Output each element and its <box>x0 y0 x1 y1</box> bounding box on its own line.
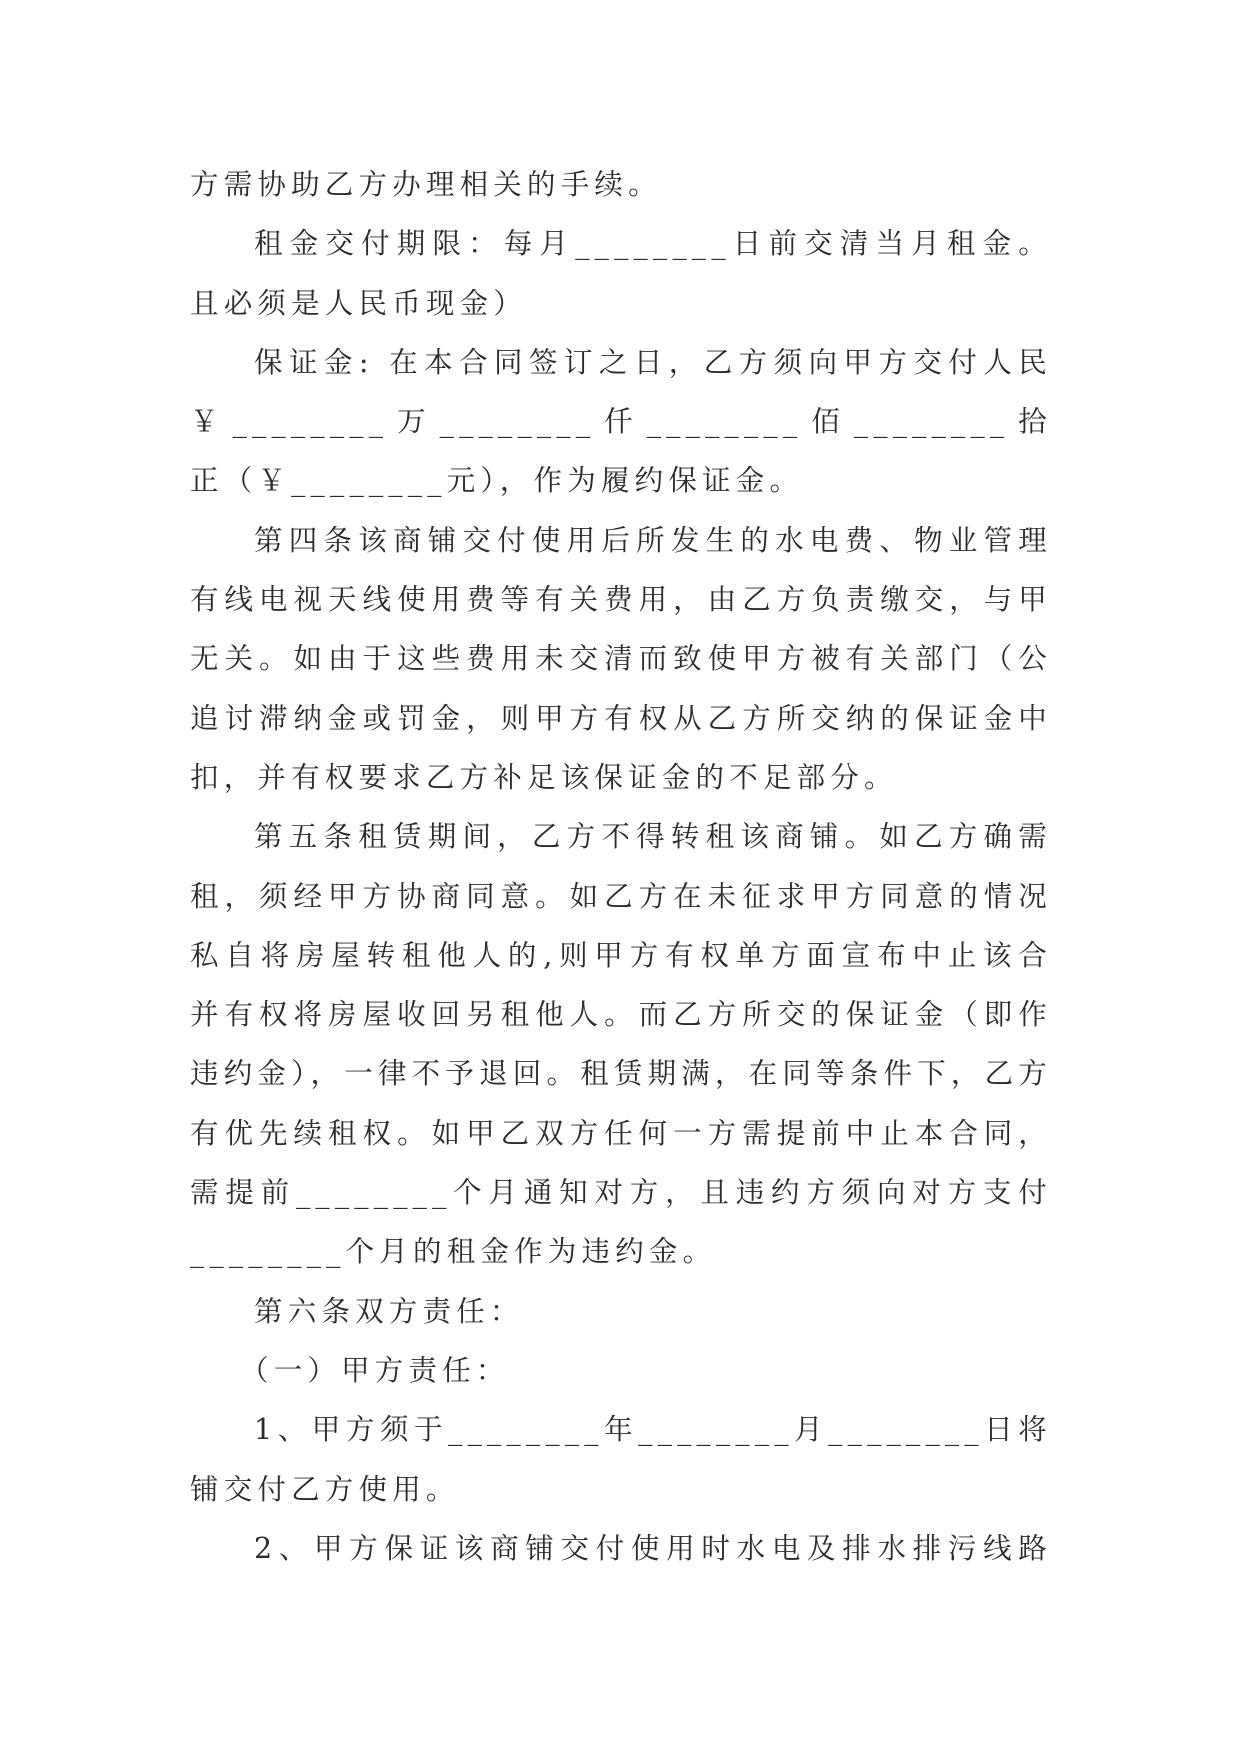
text-line: 且必须是人民币现金） <box>190 286 528 320</box>
text-line: 2、甲方保证该商铺交付使用时水电及排水排污线路 <box>254 1531 1052 1565</box>
text-line: 保证金: 在本合同签订之日，乙方须向甲方交付人民 <box>254 345 1052 379</box>
text-line: ________个月的租金作为违约金。 <box>190 1235 717 1269</box>
text-line: 需提前________个月通知对方，且违约方须向对方支付 <box>190 1176 1052 1210</box>
text-line: 有优先续租权。如甲乙双方任何一方需提前中止本合同， <box>190 1116 1052 1150</box>
text-line: 第五条租赁期间，乙方不得转租该商铺。如乙方确需 <box>254 820 1052 854</box>
text-line: 无关。如由于这些费用未交清而致使甲方被有关部门（公 <box>190 642 1052 676</box>
text-line: 追讨滞纳金或罚金，则甲方有权从乙方所交纳的保证金中 <box>190 701 1052 735</box>
text-line: 私自将房屋转租他人的,则甲方有权单方面宣布中止该合 <box>190 938 1052 972</box>
text-line: 租金交付期限：每月________日前交清当月租金。 <box>254 227 1052 261</box>
text-line: ￥________万________仟________佰________拾 <box>190 405 1052 439</box>
text-line: 第六条双方责任： <box>254 1294 524 1328</box>
text-line: 第四条该商铺交付使用后所发生的水电费、物业管理 <box>254 523 1052 557</box>
document-body <box>190 155 1052 1578</box>
text-line: 扣，并有权要求乙方补足该保证金的不足部分。 <box>190 760 898 794</box>
text-line: 正（￥________元），作为履约保证金。 <box>190 464 804 498</box>
text-line: （一）甲方责任： <box>240 1353 510 1387</box>
text-line: 并有权将房屋收回另租他人。而乙方所交的保证金（即作 <box>190 998 1052 1032</box>
text-line: 租，须经甲方协商同意。如乙方在未征求甲方同意的情况 <box>190 879 1052 913</box>
text-line: 1、甲方须于________年________月________日将 <box>254 1413 1052 1447</box>
text-line: 铺交付乙方使用。 <box>190 1472 460 1506</box>
text-line: 有线电视天线使用费等有关费用，由乙方负责缴交，与甲 <box>190 583 1052 617</box>
text-line: 方需协助乙方办理相关的手续。 <box>190 168 662 201</box>
text-line: 违约金），一律不予退回。租赁期满，在同等条件下，乙方 <box>190 1057 1052 1091</box>
